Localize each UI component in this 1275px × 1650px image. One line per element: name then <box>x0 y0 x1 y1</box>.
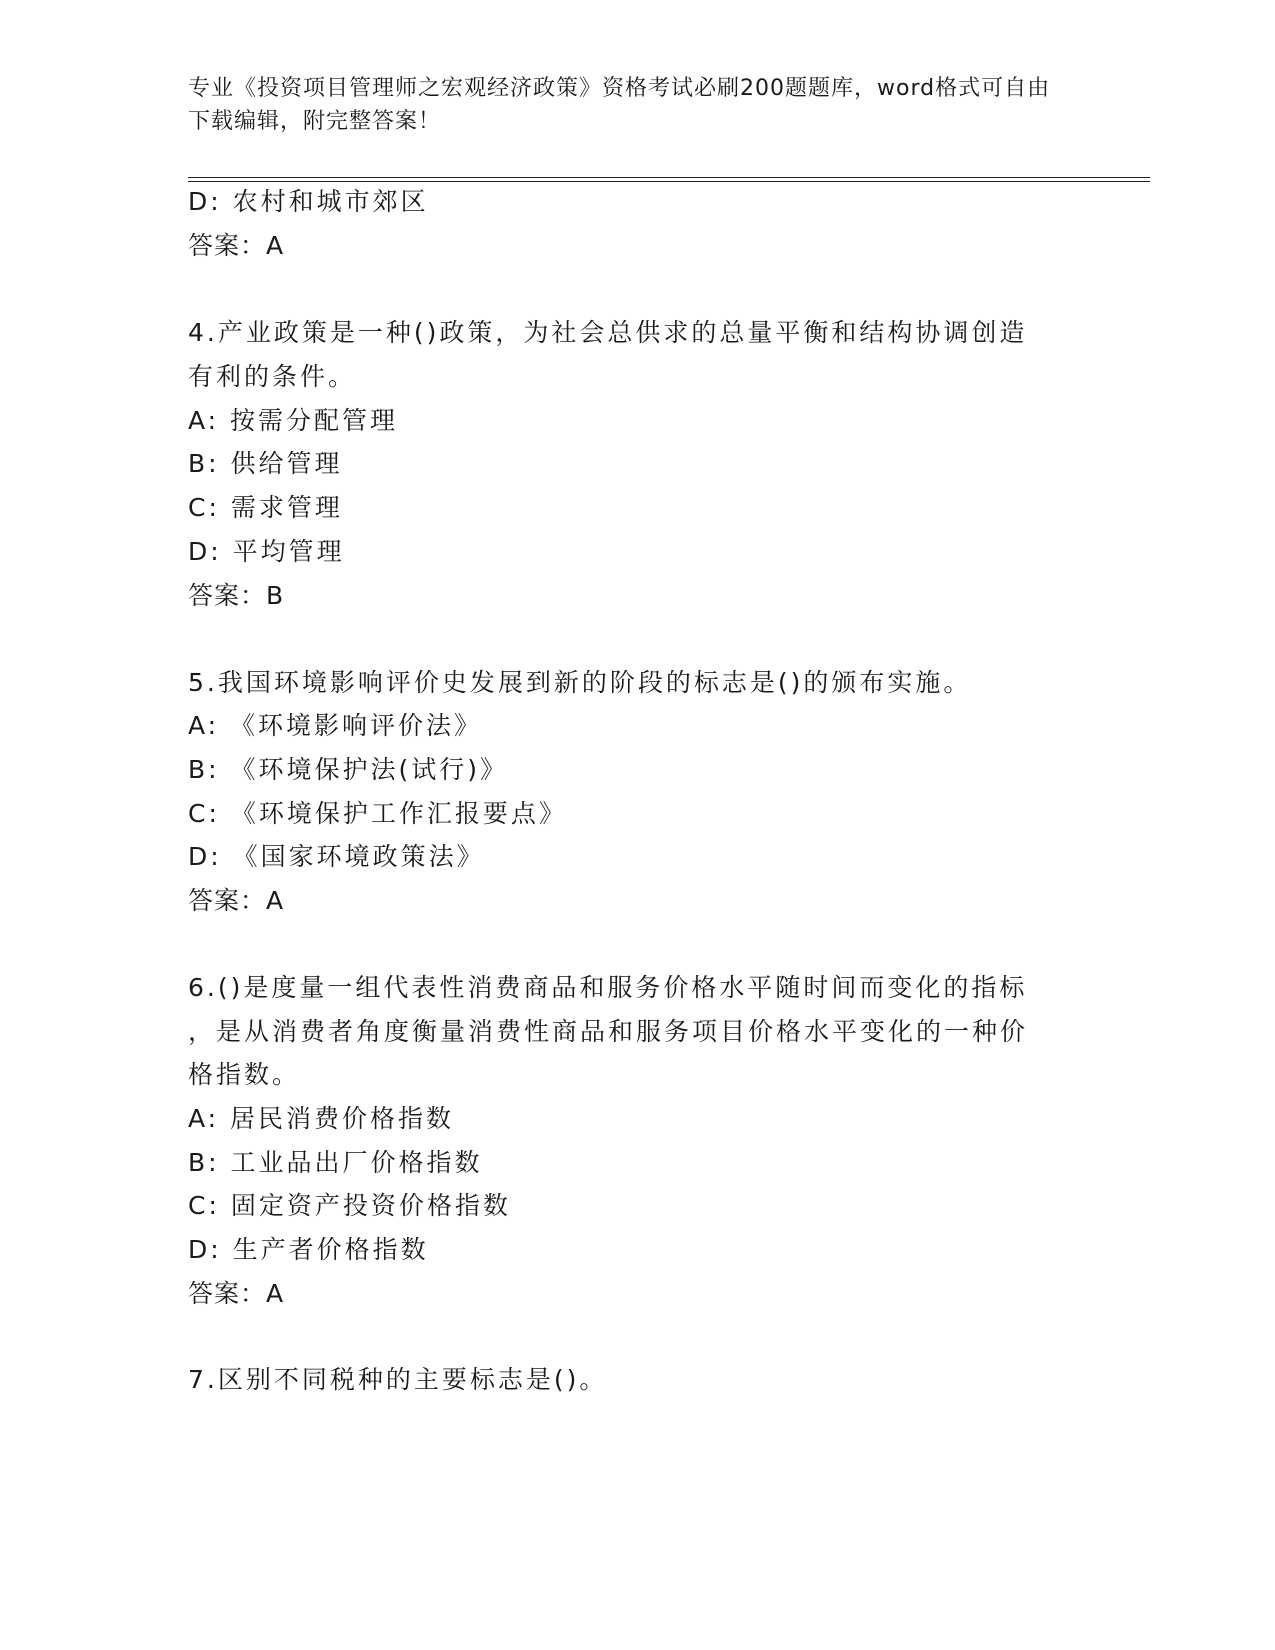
question-4-option-c: C: 需求管理 <box>188 493 343 522</box>
question-4-stem-line-1: 4.产业政策是一种()政策，为社会总供求的总量平衡和结构协调创造 <box>188 318 1028 347</box>
question-6-option-a: A: 居民消费价格指数 <box>188 1104 455 1133</box>
question-4-stem-line-2: 有利的条件。 <box>188 362 357 391</box>
document-header: 专业《投资项目管理师之宏观经济政策》资格考试必刷200题题库，word格式可自由下载编辑，附完整答案！ <box>188 76 1051 134</box>
question-6-stem-line-2: ，是从消费者角度衡量消费性商品和服务项目价格水平变化的一种价 <box>188 1017 1029 1046</box>
question-5-option-d: D: 《国家环境政策法》 <box>188 842 485 871</box>
question-4-option-a: A: 按需分配管理 <box>188 406 399 435</box>
question-5-option-a: A: 《环境影响评价法》 <box>188 711 483 740</box>
header-divider-bottom <box>188 181 1150 182</box>
option-d: D: 农村和城市郊区 <box>188 187 429 216</box>
header-divider-top <box>188 177 1150 178</box>
question-6-answer: 答案：A <box>188 1279 285 1308</box>
question-5-option-b: B: 《环境保护法(试行)》 <box>188 755 509 784</box>
answer: 答案：A <box>188 231 285 260</box>
question-5-option-c: C: 《环境保护工作汇报要点》 <box>188 799 567 828</box>
question-6-option-d: D: 生产者价格指数 <box>188 1235 429 1264</box>
question-6-stem-line-1: 6.()是度量一组代表性消费商品和服务价格水平随时间而变化的指标 <box>188 973 1028 1002</box>
question-6-option-c: C: 固定资产投资价格指数 <box>188 1191 511 1220</box>
question-7-stem-line-1: 7.区别不同税种的主要标志是()。 <box>188 1365 608 1394</box>
question-4-answer: 答案：B <box>188 581 285 610</box>
question-5-stem-line-1: 5.我国环境影响评价史发展到新的阶段的标志是()的颁布实施。 <box>188 668 972 697</box>
question-6-option-b: B: 工业品出厂价格指数 <box>188 1148 483 1177</box>
question-6-stem-line-3: 格指数。 <box>188 1060 301 1089</box>
question-4-option-b: B: 供给管理 <box>188 449 343 478</box>
question-4-option-d: D: 平均管理 <box>188 537 345 566</box>
question-5-answer: 答案：A <box>188 886 285 915</box>
